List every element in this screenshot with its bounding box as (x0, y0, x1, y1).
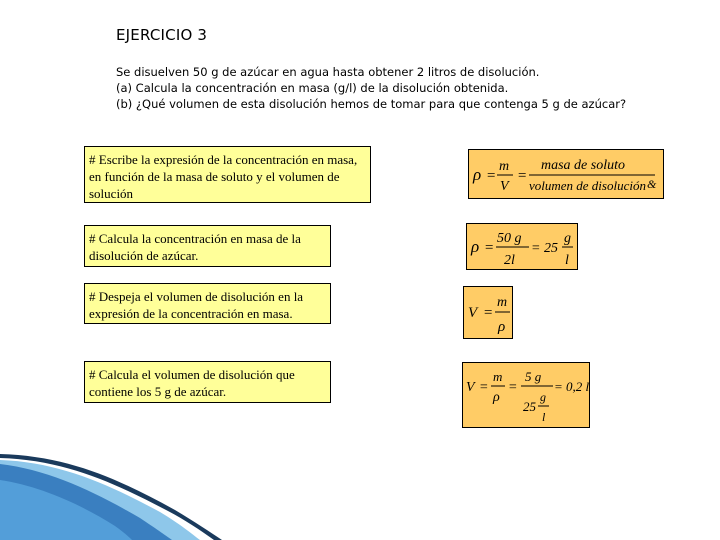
formula-symbol: = (517, 168, 528, 184)
step-box (84, 361, 331, 403)
formula-symbol: V (468, 305, 478, 321)
formula-symbol: m (499, 159, 510, 174)
step-text: # Calcula el volumen de disolución que contiene los 5 g de azúcar. (89, 367, 295, 399)
formula-symbol: V (466, 380, 475, 395)
formula-symbol: & (647, 177, 657, 191)
step-text: # Escribe la expresión de la concentración en masa, en función de la masa de soluto y el volumen de solución (89, 152, 358, 201)
step-text: # Calcula la concentración en masa de la disolución de azúcar. (89, 231, 301, 263)
formula-symbol: V (500, 179, 509, 194)
formula-denominator: 25 (523, 399, 536, 414)
statement-line: (b) ¿Qué volumen de esta disolución hemos de tomar para que contenga 5 g de azúcar? (116, 97, 627, 111)
formula-symbol: ρ (498, 319, 506, 335)
formula-denominator: 2l (504, 253, 515, 268)
exercise-statement (116, 64, 696, 112)
formula-unit: g (540, 390, 546, 404)
formula-symbol: m (497, 295, 508, 310)
formula-symbol: = (486, 168, 497, 184)
formula-symbol: = (508, 380, 518, 395)
formula-symbol: = 25 (531, 241, 558, 256)
exercise-title: EJERCICIO 3 (116, 26, 208, 44)
step-box (84, 225, 331, 267)
formula-symbol: m (493, 369, 503, 384)
formula-concentration-definition (468, 149, 664, 199)
formula-symbol: = (483, 305, 494, 321)
formula-result: = 0,2 l (554, 379, 590, 394)
formula-symbol: ρ (471, 237, 480, 256)
statement-line: Se disuelven 50 g de azúcar en agua hasta obtener 2 litros de disolución. (116, 65, 540, 79)
formula-denominator: volumen de disolución (529, 178, 646, 193)
formula-unit: l (542, 410, 546, 424)
formula-symbol: ρ (493, 390, 500, 405)
formula-volume-value (462, 362, 590, 428)
formula-concentration-value (466, 223, 578, 270)
formula-volume-isolated (463, 286, 513, 339)
decorative-wave (0, 440, 720, 540)
formula-symbol: = (484, 240, 495, 256)
formula-numerator: masa de soluto (541, 158, 625, 173)
step-box (84, 146, 371, 203)
formula-numerator: 50 g (497, 231, 522, 246)
formula-unit: g (564, 231, 571, 246)
statement-line: (a) Calcula la concentración en masa (g/l) de la disolución obtenida. (116, 81, 509, 95)
step-text: # Despeja el volumen de disolución en la expresión de la concentración en masa. (89, 289, 304, 321)
formula-numerator: 5 g (525, 369, 542, 384)
formula-symbol: ρ (473, 165, 482, 184)
step-box (84, 283, 331, 324)
formula-unit: l (565, 253, 569, 268)
formula-symbol: = (479, 380, 489, 395)
